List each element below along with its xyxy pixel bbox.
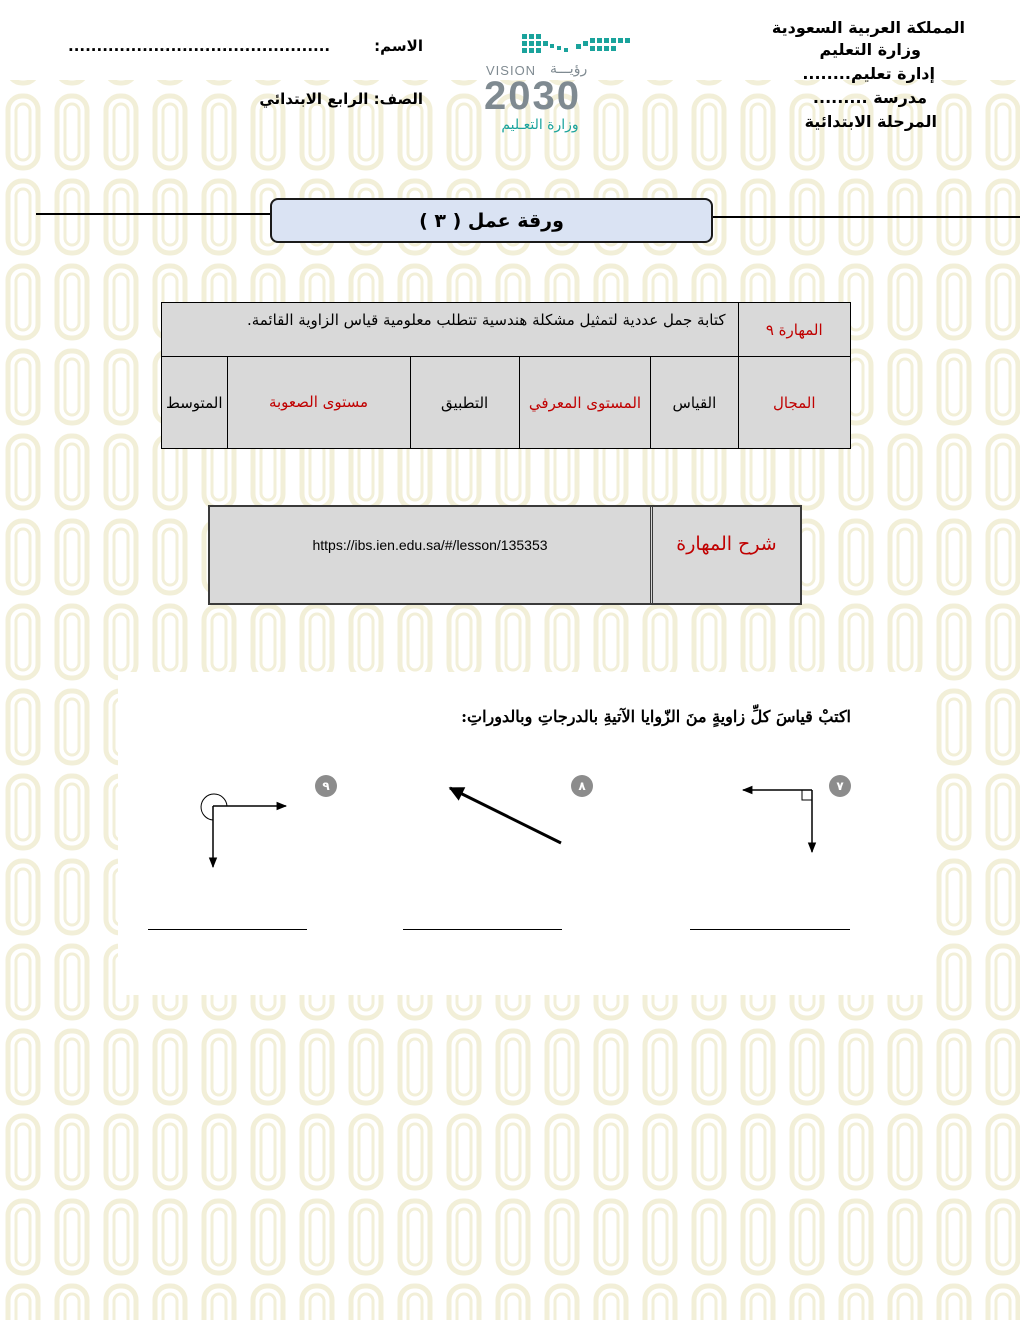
logo-ministry-arabic: وزارة التعـليم: [501, 117, 579, 133]
explanation-label: شرح المهارة: [676, 533, 777, 555]
domain-value: القياس: [672, 393, 717, 412]
ministry-name: وزارة التعليم: [819, 40, 921, 59]
domain-label: المجال: [772, 393, 816, 412]
skill-label: المهارة ٩: [765, 320, 823, 339]
name-dots: ..............................................: [68, 37, 331, 55]
lesson-url-link[interactable]: https://ibs.ien.edu.sa/#/lesson/135353: [312, 537, 548, 553]
exercise-instruction: اكتبْ قياسَ كلِّ زاويةٍ منَ الزّوايا الآتيةِ بالدرجاتِ وبالدوراتِ:: [461, 707, 851, 726]
angle-figure-8: [450, 788, 561, 843]
answer-line-9[interactable]: [148, 929, 307, 930]
exercise-number-8: ٨: [571, 775, 593, 797]
difficulty-value: المتوسط: [166, 393, 223, 412]
angle-figure-7: [743, 790, 812, 852]
cognitive-value: التطبيق: [441, 393, 489, 412]
name-label: الاسم:: [374, 37, 423, 55]
answer-line-8[interactable]: [403, 929, 562, 930]
grade-label: الصف: الرابع الابتدائي: [259, 90, 423, 108]
exercise-number-9: ٩: [315, 775, 337, 797]
worksheet-title: ورقة عمل ( ٣ ): [419, 209, 564, 232]
education-office: إدارة تعليم........: [802, 64, 935, 83]
school-name: مدرسة .........: [812, 88, 927, 107]
cognitive-label: المستوى المعرفي: [528, 393, 642, 412]
school-stage: المرحلة الابتدائية: [804, 112, 937, 131]
skill-text: كتابة جمل عددية لتمثيل مشكلة هندسية تتطلب معلومية قياس الزاوية القائمة.: [246, 311, 726, 329]
logo-vision-arabic: رؤيـــة: [550, 61, 588, 77]
logo-year: 2030: [484, 74, 581, 118]
answer-line-7[interactable]: [690, 929, 850, 930]
exercise-number-7: ٧: [829, 775, 851, 797]
difficulty-label: مستوى الصعوبة: [268, 393, 369, 411]
angle-figure-9: [201, 794, 286, 867]
country-name: المملكة العربية السعودية: [771, 18, 965, 37]
logo-vision-word: VISION: [486, 63, 537, 78]
